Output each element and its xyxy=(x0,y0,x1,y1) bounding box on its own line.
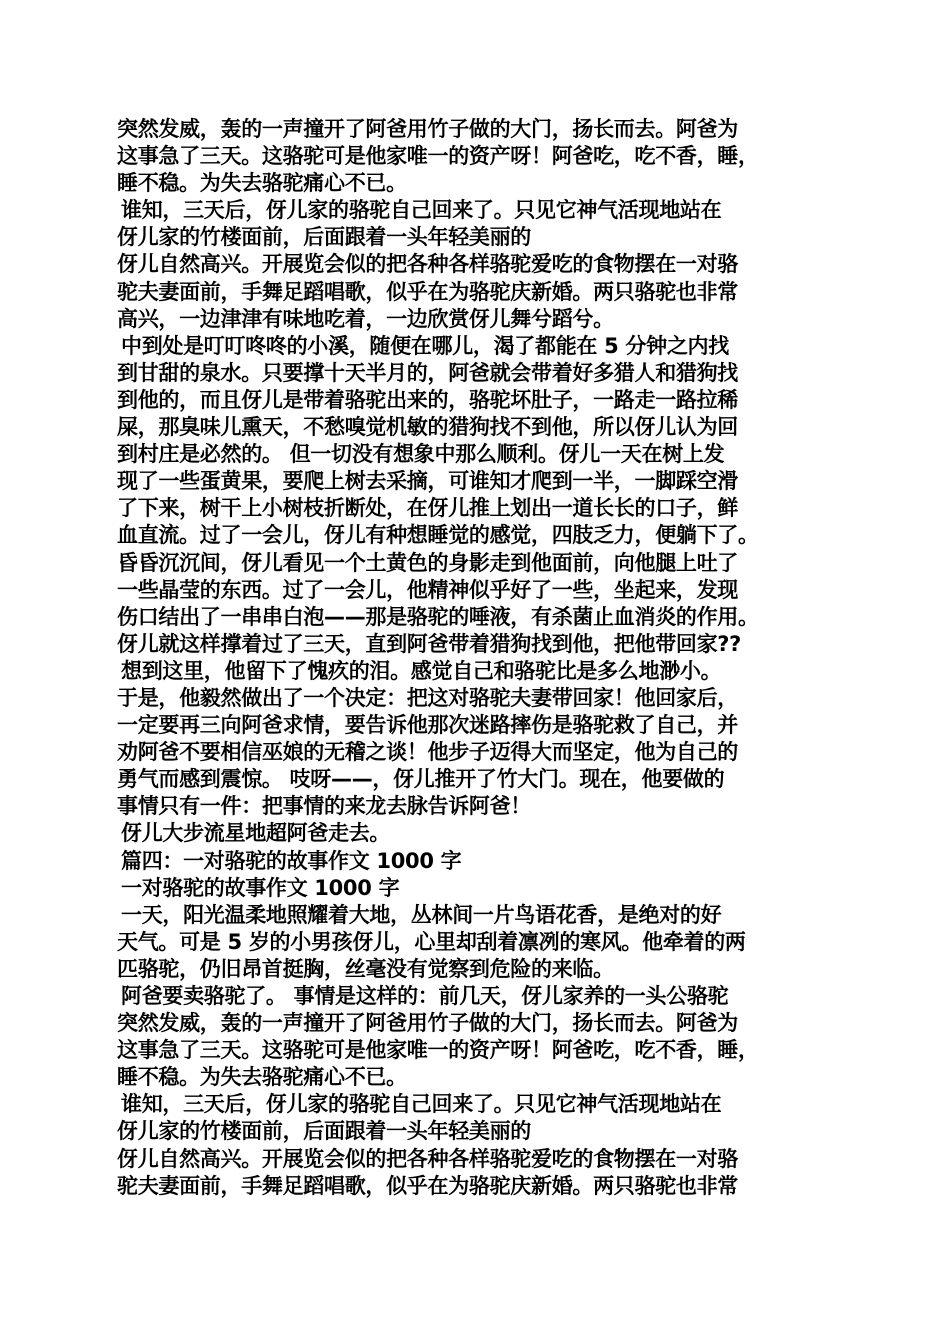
text-line: 了下来，树干上小树枝折断处，在伢儿推上划出一道长长的口子，鲜 xyxy=(117,496,738,521)
text-line: 想到这里，他留下了愧疚的泪。感觉自己和骆驼比是多么地渺小。 xyxy=(121,658,722,683)
text-line: 到甘甜的泉水。只要撑十天半月的，阿爸就会带着好多猎人和猎狗找 xyxy=(117,360,738,385)
text-line: 一天，阳光温柔地照耀着大地，丛林间一片鸟语花香，是绝对的好 xyxy=(121,902,722,927)
text-line: 事情只有一件：把事情的来龙去脉告诉阿爸！ xyxy=(117,794,531,819)
text-line: 睡不稳。为失去骆驼痛心不已。 xyxy=(117,171,407,196)
text-line: 伢儿大步流星地超阿爸走去。 xyxy=(121,821,391,846)
text-line: 伢儿家的竹楼面前，后面跟着一头年轻美丽的 xyxy=(117,225,531,250)
text-line: 匹骆驼，仍旧昂首挺胸，丝毫没有觉察到危险的来临。 xyxy=(117,956,614,981)
text-line: 到村庄是必然的。 但一切没有想象中那么顺利。伢儿一天在树上发 xyxy=(117,442,725,467)
text-line: 伢儿家的竹楼面前，后面跟着一头年轻美丽的 xyxy=(117,1119,531,1144)
text-line: 突然发威，轰的一声撞开了阿爸用竹子做的大门，扬长而去。阿爸为 xyxy=(117,117,738,141)
text-line: 阿爸要卖骆驼了。 事情是这样的：前几天，伢儿家养的一头公骆驼 xyxy=(121,984,729,1008)
text-line: 劝阿爸不要相信巫娘的无稽之谈！他步子迈得大而坚定，他为自己的 xyxy=(117,740,738,765)
text-line: 一对骆驼的故事作文 1000 字 xyxy=(121,875,400,900)
text-line: 伢儿自然高兴。开展览会似的把各种各样骆驼爱吃的食物摆在一对骆 xyxy=(117,1146,738,1171)
text-line: 篇四：一对骆驼的故事作文 1000 字 xyxy=(121,848,462,873)
text-line: 睡不稳。为失去骆驼痛心不已。 xyxy=(117,1065,407,1090)
text-line: 驼夫妻面前，手舞足蹈唱歌，似乎在为骆驼庆新婚。两只骆驼也非常 xyxy=(117,279,738,304)
text-line: 高兴，一边津津有味地吃着，一边欣赏伢儿舞兮蹈兮。 xyxy=(117,306,614,331)
text-line: 驼夫妻面前，手舞足蹈唱歌，似乎在为骆驼庆新婚。两只骆驼也非常 xyxy=(117,1173,738,1198)
text-line: 于是，他毅然做出了一个决定：把这对骆驼夫妻带回家！他回家后， xyxy=(117,685,738,710)
text-line: 伤口结出了一串串白泡——那是骆驼的唾液，有杀菌止血消炎的作用。 xyxy=(117,604,759,629)
document-body-text xyxy=(117,116,852,1200)
text-line: 血直流。过了一会儿，伢儿有种想睡觉的感觉，四肢乏力，便躺下了。 xyxy=(117,523,759,548)
text-line: 勇气而感到震惊。 吱呀——，伢儿推开了竹大门。现在，他要做的 xyxy=(117,767,725,792)
text-line: 这事急了三天。这骆驼可是他家唯一的资产呀！阿爸吃，吃不香，睡， xyxy=(117,144,759,169)
text-line: 现了一些蛋黄果，要爬上树去采摘，可谁知才爬到一半，一脚踩空滑 xyxy=(117,469,738,494)
text-line: 这事急了三天。这骆驼可是他家唯一的资产呀！阿爸吃，吃不香，睡， xyxy=(117,1038,759,1063)
text-line: 一定要再三向阿爸求情，要告诉他那次迷路摔伤是骆驼救了自己，并 xyxy=(117,713,738,738)
text-line: 突然发威，轰的一声撞开了阿爸用竹子做的大门，扬长而去。阿爸为 xyxy=(117,1011,738,1036)
text-line: 到他的，而且伢儿是带着骆驼出来的，骆驼坏肚子，一路走一路拉稀 xyxy=(117,387,738,412)
text-line: 屎，那臭味儿熏天，不愁嗅觉机敏的猎狗找不到他，所以伢儿认为回 xyxy=(117,415,738,440)
text-line: 中到处是叮叮咚咚的小溪，随便在哪儿，渴了都能在 5 分钟之内找 xyxy=(121,333,729,358)
text-line: 天气。可是 5 岁的小男孩伢儿，心里却刮着凛冽的寒风。他牵着的两 xyxy=(117,929,746,954)
text-line: 谁知，三天后，伢儿家的骆驼自己回来了。只见它神气活现地站在 xyxy=(121,198,722,223)
text-line: 伢儿就这样撑着过了三天，直到阿爸带着猎狗找到他，把他带回家?? xyxy=(117,631,742,656)
text-line: 一些晶莹的东西。过了一会儿，他精神似乎好了一些，坐起来，发现 xyxy=(117,577,738,602)
text-line: 谁知，三天后，伢儿家的骆驼自己回来了。只见它神气活现地站在 xyxy=(121,1092,722,1117)
text-line: 昏昏沉沉间，伢儿看见一个土黄色的身影走到他面前，向他腿上吐了 xyxy=(117,550,738,575)
text-line: 伢儿自然高兴。开展览会似的把各种各样骆驼爱吃的食物摆在一对骆 xyxy=(117,252,738,277)
